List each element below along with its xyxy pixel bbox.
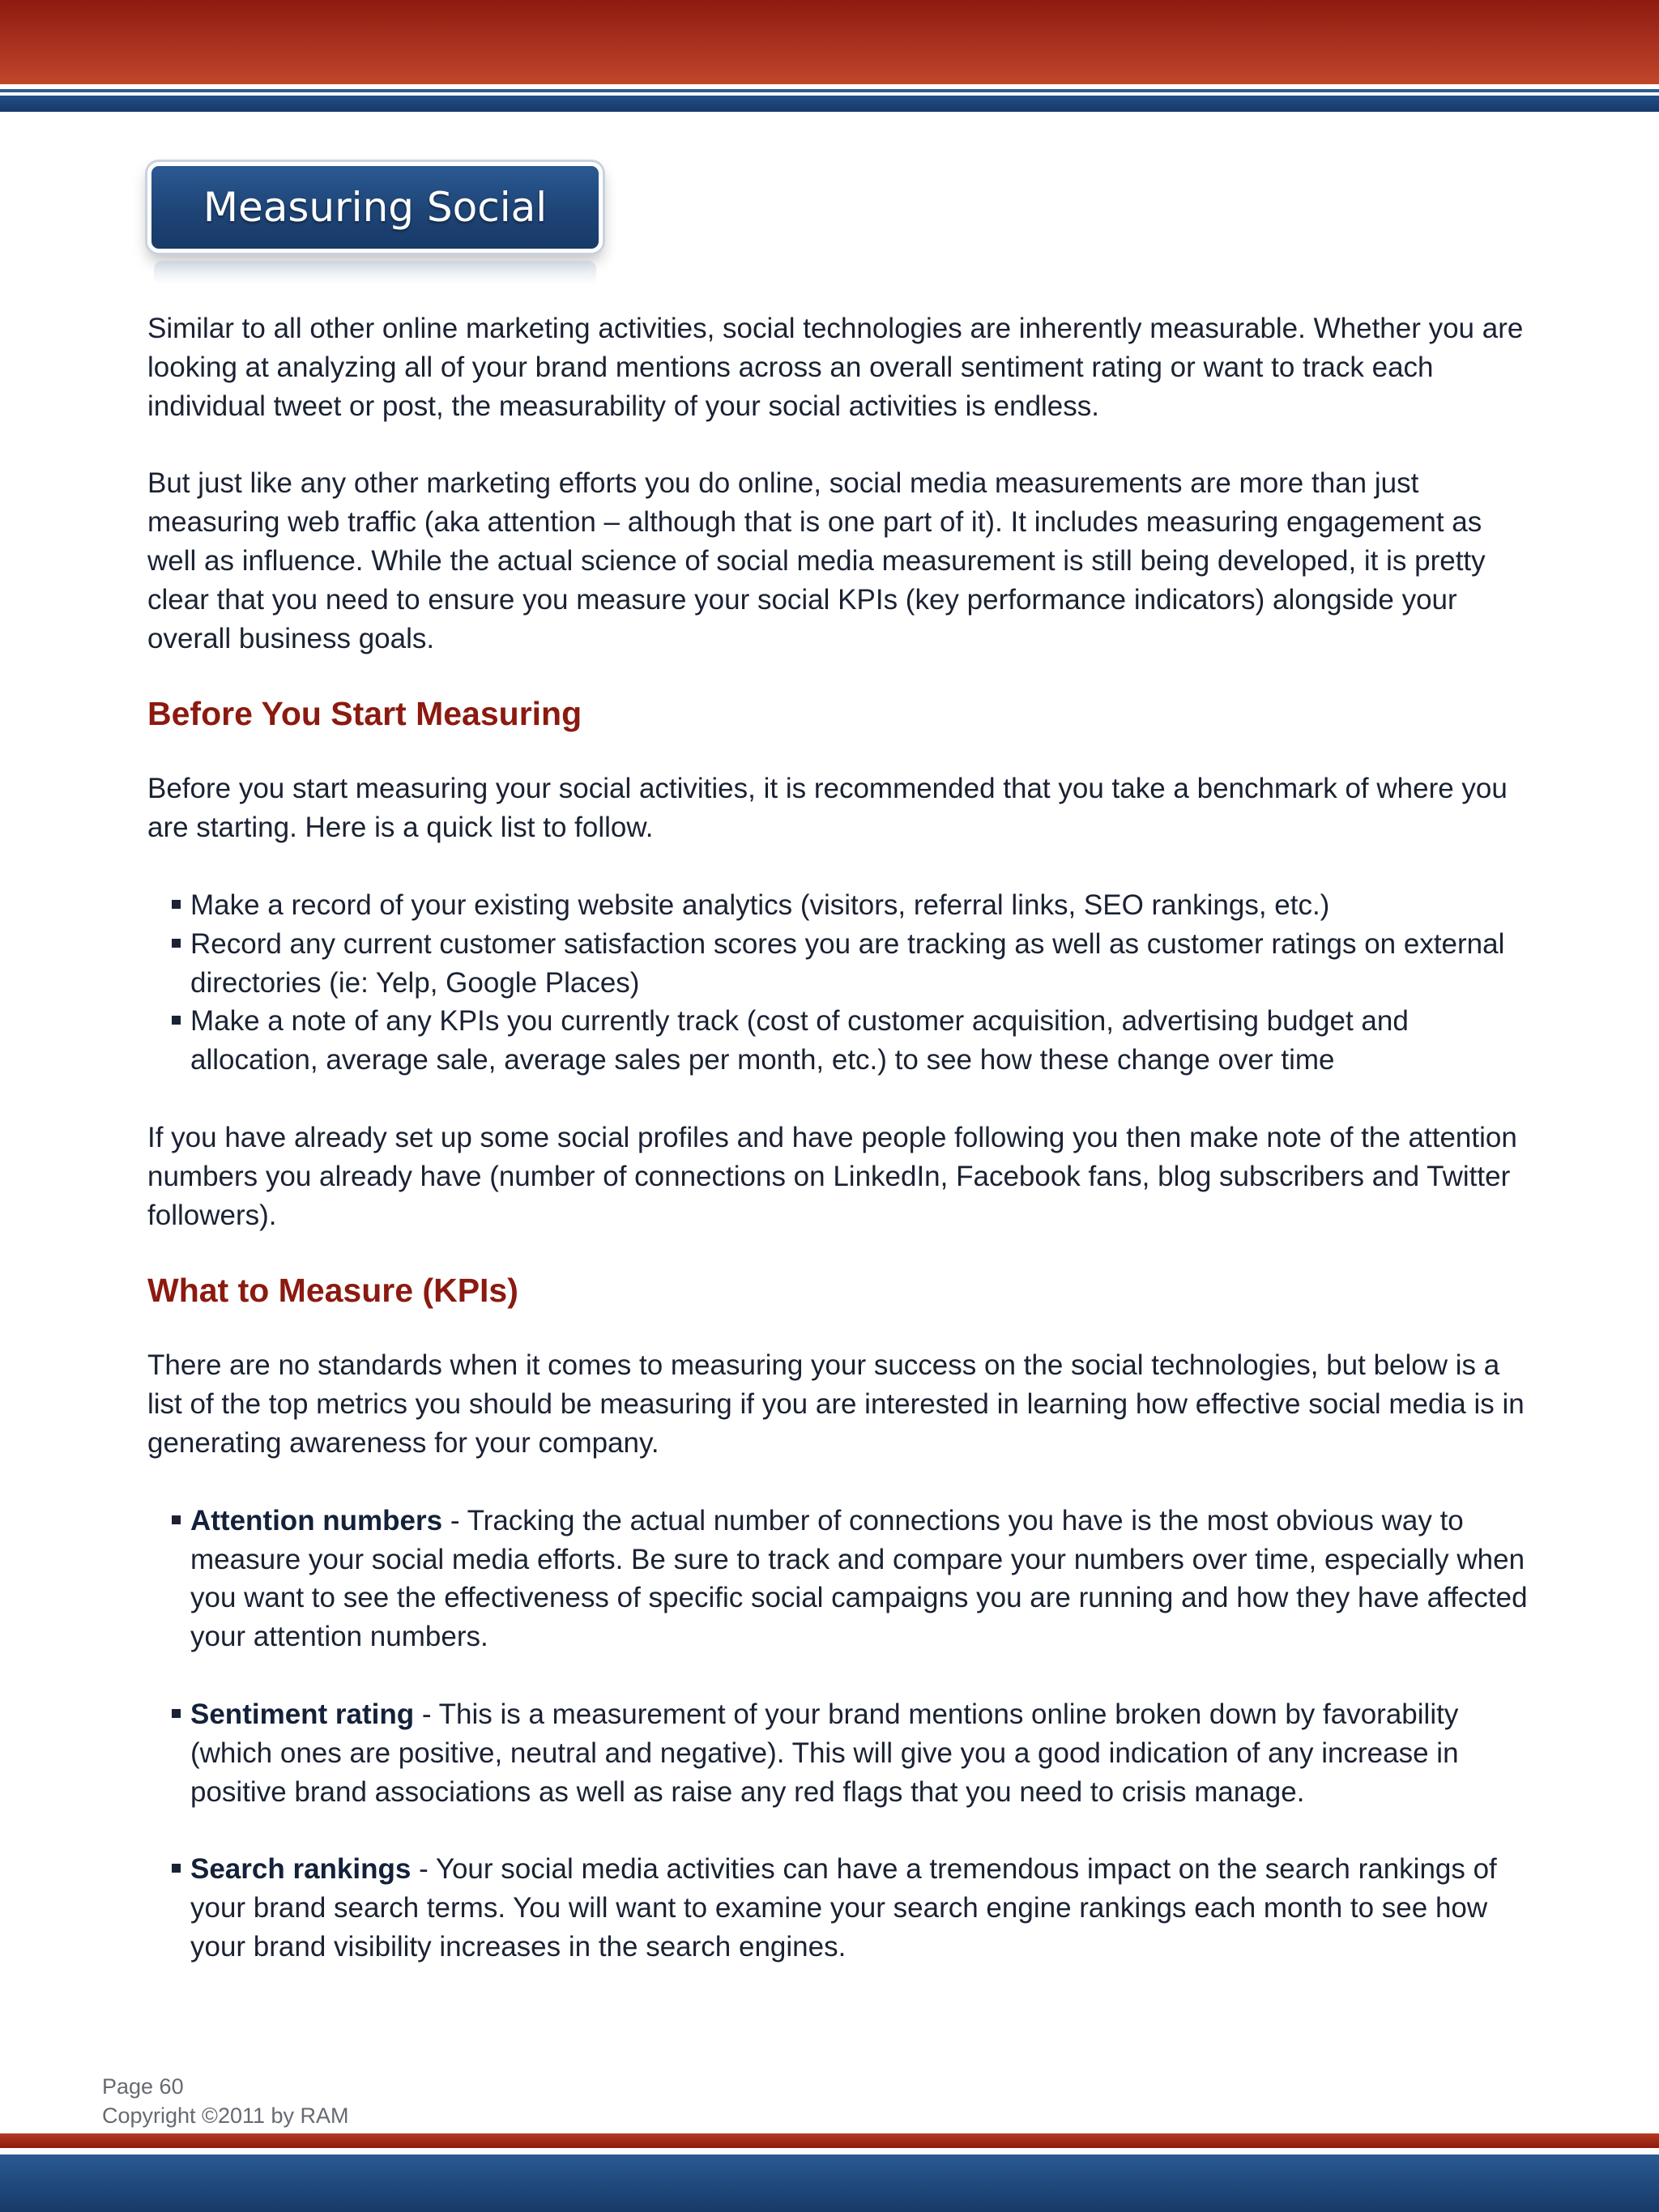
list-item <box>147 1695 1534 1811</box>
kpi-list <box>147 1695 1534 1811</box>
page-title: Measuring Social <box>203 184 548 231</box>
main-content <box>147 309 1534 1967</box>
kpi-term: Sentiment rating <box>190 1698 415 1730</box>
section-heading-kpis: What to Measure (KPIs) <box>147 1272 518 1310</box>
list-item <box>147 1850 1534 1966</box>
square-bullet-icon <box>172 939 181 948</box>
header-divider <box>0 89 1659 92</box>
list-item-text: Record any current customer satisfaction scores you are tracking as well as customer ratings on external directories (ie: Yelp, Google Places) <box>190 927 1505 999</box>
title-reflection <box>154 261 596 285</box>
footer-blue-band <box>0 2154 1659 2212</box>
header-blue-stripe <box>0 96 1659 112</box>
footer-red-band <box>0 2133 1659 2148</box>
before-lead-paragraph: Before you start measuring your social activities, it is recommended that you take a benchmark of where you are starting. Here is a quick list to follow. <box>147 773 1508 844</box>
list-item <box>147 886 1534 925</box>
square-bullet-icon <box>172 1709 181 1718</box>
before-closing-paragraph: If you have already set up some social profiles and have people following you then make note of the attention numbers you already have (number of connections on LinkedIn, Facebook fans, blog subscribers and Twitter followers). <box>147 1121 1517 1231</box>
page-footer <box>102 2072 349 2130</box>
kpi-list <box>147 1502 1534 1656</box>
square-bullet-icon <box>172 1016 181 1025</box>
kpi-description: - Your social media activities can have a tremendous impact on the search rankings of your brand search terms. You will want to examine your search engine rankings each month to see how your brand visibility increases in the search engines. <box>190 1853 1497 1963</box>
intro-paragraph-2: But just like any other marketing efforts you do online, social media measurements are more than just measuring web traffic (aka attention – although that is one part of it). It includes measuring engagement as well as influence. While the actual science of social media measurement is still being developed, it is pretty clear that you need to ensure you measure your social KPIs (key performance indicators) alongside your overall business goals. <box>147 467 1486 654</box>
footer-divider <box>0 2150 1659 2153</box>
square-bullet-icon <box>172 900 181 909</box>
benchmark-list <box>147 886 1534 1080</box>
intro-paragraph-1: Similar to all other online marketing activities, social technologies are inherently measurable. Whether you are looking at analyzing all of your brand mentions across an overall sentiment rating or want to track each individual tweet or post, the measurability of your social activities is endless. <box>147 313 1524 422</box>
square-bullet-icon <box>172 1515 181 1524</box>
list-item <box>147 1502 1534 1656</box>
kpi-term: Search rankings <box>190 1853 412 1886</box>
list-item-text: Make a record of your existing website analytics (visitors, referral links, SEO rankings, etc.) <box>190 889 1330 921</box>
kpi-term: Attention numbers <box>190 1504 443 1536</box>
list-item <box>147 925 1534 1003</box>
page-title-badge <box>147 162 603 253</box>
square-bullet-icon <box>172 1864 181 1873</box>
kpi-list <box>147 1850 1534 1966</box>
kpi-description: - Tracking the actual number of connections you have is the most obvious way to measure your social media efforts. Be sure to track and compare your numbers over time, especially when you want to see the effectiveness of specific social campaigns you are running and how they have affected your attention numbers. <box>190 1504 1528 1653</box>
page-number: Page 60 <box>102 2074 184 2099</box>
copyright-text: Copyright ©2011 by RAM <box>102 2103 349 2128</box>
section-heading-before: Before You Start Measuring <box>147 695 582 733</box>
kpi-description: - This is a measurement of your brand mentions online broken down by favorability (which ones are positive, neutral and negative). This will give you a good indication of any increase in positive brand associations as well as raise any red flags that you need to crisis manage. <box>190 1698 1459 1808</box>
list-item <box>147 1002 1534 1080</box>
list-item-text: Make a note of any KPIs you currently track (cost of customer acquisition, advertising budget and allocation, average sale, average sales per month, etc.) to see how these change over time <box>190 1005 1409 1076</box>
header-red-band <box>0 0 1659 84</box>
kpis-lead-paragraph: There are no standards when it comes to measuring your success on the social technologies, but below is a list of the top metrics you should be measuring if you are interested in learning how effective social media is in generating awareness for your company. <box>147 1349 1525 1459</box>
